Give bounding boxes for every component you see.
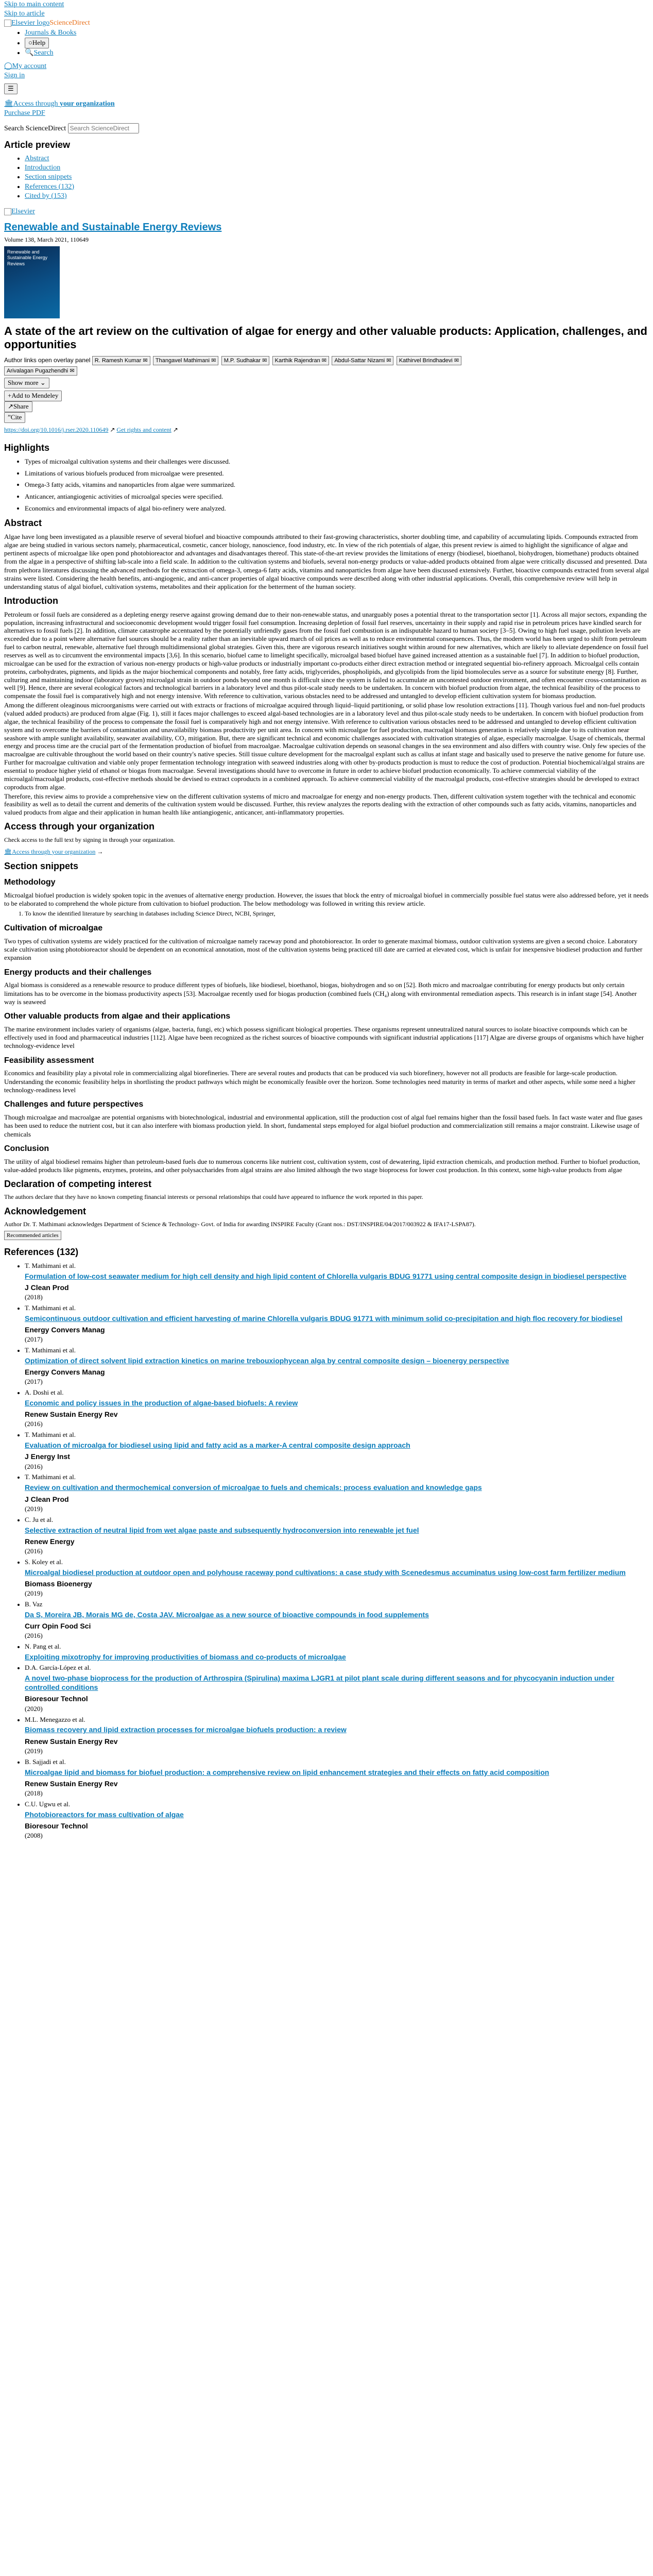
author-links-label: Author links open overlay panel — [4, 356, 91, 364]
plus-icon: + — [8, 392, 12, 400]
quote-icon: ” — [8, 413, 11, 421]
reference-item: • S. Koley et al. Microalgal biodiesel production at outdoor open and polyhouse raceway pond cultivations: a case study with Scenedesmus accuminatus using low-cost farm fertilizer medium Biomass Bioenergy (2019) — [25, 1558, 649, 1598]
journal-cover[interactable] — [4, 246, 60, 318]
highlight-item: • Anticancer, antiangiogenic activities of microalgal species were specified. — [25, 493, 649, 501]
reference-item: • D.A. García-López et al. A novel two-phase bioprocess for the production of Arthrospira (Spirulina) maxima LJGR1 at pilot plant scale during different seasons and for phycocyanin induction under controlled conditions Bioresour Technol (2020) — [25, 1664, 649, 1713]
reference-title-link[interactable]: Exploiting mixotrophy for improving productivities of biomass and co-products of microalgae — [25, 1653, 346, 1661]
methodology-step: 1. To know the identified literature by searching in databases including Science Direct, NCBI, Springer, — [25, 910, 649, 918]
reference-title-link[interactable]: Microalgal biodiesel production at outdoor open and polyhouse raceway pond cultivations: a case study with Scenedesmus accuminatus using low-cost farm fertilizer medium — [25, 1568, 626, 1577]
introduction-heading: Introduction — [4, 596, 58, 606]
access-org-link[interactable]: 🏛Access through your organization — [4, 848, 96, 856]
access-heading: Access through your organization — [4, 821, 155, 832]
highlight-item: • Limitations of various biofuels produced from microalgae were presented. — [25, 469, 649, 478]
share-button[interactable]: ↗Share — [4, 401, 32, 412]
doi-link[interactable]: https://doi.org/10.1016/j.rser.2020.110649 — [4, 426, 109, 433]
snippet-title: Energy products and their challenges — [4, 968, 152, 977]
add-mendeley-button[interactable]: +Add to Mendeley — [4, 391, 62, 401]
snippet-title: Other valuable products from algae and their applications — [4, 1012, 231, 1021]
snippet-text: The marine environment includes variety of organisms (algae, bacteria, fungi, etc) which possess significant biological properties. These organisms represent unneutralized natural sources to isolate bioactive compounds which can be effectively used in food and pharmaceutical industries [112]. Algae have been recognized as the richest sources of bioactive compounds with significant industrial applications [117] Algae are diverse groups of organisms which have higher technology-evidence level — [4, 1025, 644, 1050]
institution-icon: 🏛 — [4, 848, 12, 856]
reference-title-link[interactable]: Review on cultivation and thermochemical conversion of microalgae to fuels and chemicals: process evaluation and knowledge gaps — [25, 1483, 482, 1492]
share-icon: ↗ — [8, 402, 13, 410]
reference-item: • A. Doshi et al. Economic and policy issues in the production of algae-based biofuels: A review Renew Sustain Energy Rev (2016) — [25, 1388, 649, 1429]
snippet-text: Microalgal biofuel production is widely spoken topic in the avenues of alternative energy production. However, the issues that block the entry of microalgal biofuel in commercially possible fuel status were also addressed before, yet it needs to be elaborated to comprehend the whole picture from cultivation to biofuel production. The below methodology was followed in writing this review article. — [4, 891, 649, 908]
reference-title-link[interactable]: Photobioreactors for mass cultivation of algae — [25, 1810, 184, 1819]
envelope-icon: ✉ — [321, 357, 326, 364]
preview-item-introduction[interactable]: Introduction — [25, 164, 61, 172]
reference-item: • T. Mathimani et al. Evaluation of microalga for biodiesel using lipid and fatty acid as a marker-A central composite design approach J Energy Inst (2016) — [25, 1431, 649, 1471]
highlight-item: • Economics and environmental impacts of algal bio-refinery were analyzed. — [25, 504, 649, 513]
highlight-item: • Omega-3 fatty acids, vitamins and nanoparticles from algae were summarized. — [25, 481, 649, 489]
purchase-pdf-link[interactable]: Purchase PDF — [4, 109, 45, 117]
reference-title-link[interactable]: Economic and policy issues in the production of algae-based biofuels: A review — [25, 1399, 298, 1408]
elsevier-link[interactable]: Elsevier — [4, 208, 35, 215]
declaration-heading: Declaration of competing interest — [4, 1179, 152, 1190]
acknowledgement-text: Author Dr. T. Mathimani acknowledges Department of Science & Technology- Govt. of India for awarding INSPIRE Faculty (Grant nos.: DST/INSPIRE/04/2017/003922 & IFA17-LSPA87). — [4, 1221, 476, 1228]
author-button[interactable]: Arivalagan Pugazhendhi ✉ — [4, 366, 77, 376]
abstract-text: Algae have long been investigated as a plausible reserve of several biofuel and bioactive compounds attributed to their fast-growing characteristics, shorter doubling time, and capability of accumulating lipids. Compounds extracted from algae are being studied in various sectors namely, pharmaceutical, cosmetic, cancer biology, nanoscience, food industry, etc. In view of the rich potentials of algae, this present review is aimed to highlight the significance of algae and pertinent aspects of microalgae like open pond photobioreactor and advantages and disadvantages thereof. This state-of-the-art review provides the limitations of energy (biodiesel, bioethanol, biohydrogen, biomethane) products obtained from the algae in a perspective of shifting lab-scale into a field scale. In addition to the cultivation systems and biofuels, several non-energy products or value-added products obtained from algae were critically discussed and presented. Data from plethora literatures discussing the advanced methods for the extraction of omega-3, omega-6 fatty acids, vitamins and nanoparticles from algae have been discussed extensively. Further, bioactive compounds extracted from several algal strains were listed. Considering the health benefits, anti-angiogenic, and anti-cancer properties of algal bioactive compounds were described along with other industrial applications. Overall, this comprehensive review will help in understanding status of algal biofuel, cultivation systems, metabolites and their application for the betterment of the human society. — [4, 532, 649, 591]
external-link-icon: ↗ — [173, 426, 178, 433]
institution-icon: 🏛 — [4, 100, 13, 108]
reference-item: • C.U. Ugwu et al. Photobioreactors for mass cultivation of algae Bioresour Technol (2008) — [25, 1800, 649, 1840]
envelope-icon: ✉ — [211, 357, 216, 364]
show-more-button[interactable]: Show more ⌄ — [4, 378, 49, 388]
access-desc: Check access to the full text by signing in through your organization. — [4, 836, 175, 843]
recommended-articles-button[interactable]: Recommended articles — [4, 1231, 61, 1240]
acknowledgement-heading: Acknowledgement — [4, 1206, 87, 1217]
author-button[interactable]: R. Ramesh Kumar ✉ — [92, 356, 150, 365]
arrow-right-icon: → — [97, 848, 104, 856]
reference-item: • T. Mathimani et al. Optimization of direct solvent lipid extraction kinetics on marine trebouxiophycean alga by central composite design – bioenergy perspective Energy Convers Manag (2017) — [25, 1346, 649, 1386]
journal-title[interactable]: Renewable and Sustainable Energy Reviews — [4, 222, 222, 233]
preview-item-references[interactable]: References (132) — [25, 182, 75, 191]
account-icon: ◯ — [4, 62, 12, 70]
snippet-title: Feasibility assessment — [4, 1056, 94, 1065]
article-title: A state of the art review on the cultivation of algae for energy and other valuable products: Application, challenges, and opportunities — [4, 324, 647, 351]
sign-in-link[interactable]: Sign in — [4, 72, 25, 80]
snippet-text: Though microalgae and macroalgae are potential organisms with biotechnological, industrial and environmental application, still the production cost of algal fuel remains higher than the fossil based fuels. In fact waste water and flue gases has been used to reduce the nutrient cost, but it can also interfere with biomass production yield. In short, fundamental steps employed for algal biofuel production and commercialization still remains a major constraint. Likewise usage of chemicals — [4, 1113, 643, 1138]
snippet-text: Two types of cultivation systems are widely practiced for the cultivation of microalgae namely raceway pond and photobioreactor. In order to generate maximal biomass, outdoor cultivation systems are given a second choice. Laboratory scale cultivation using photobioreactor should be dependent on an economical annotation, most of the cultivation systems being practiced till date are carried at elevated cost, which is unfair for inexpensive biodiesel production and further expansion — [4, 937, 643, 962]
snippets-section — [4, 860, 649, 1174]
search-button[interactable]: 🔍Search — [25, 48, 54, 57]
preview-heading: Article preview — [4, 139, 71, 150]
reference-title-link[interactable]: Evaluation of microalga for biodiesel using lipid and fatty acid as a marker-A central composite design approach — [25, 1441, 410, 1450]
elsevier-logo-link[interactable]: Elsevier logo — [4, 19, 49, 27]
search-label: Search ScienceDirect — [4, 125, 66, 133]
references-list — [4, 1262, 649, 1840]
snippet-title: Methodology — [4, 878, 56, 887]
snippet-title: Challenges and future perspectives — [4, 1100, 144, 1109]
preview-list — [4, 154, 649, 201]
reference-title-link[interactable]: Biomass recovery and lipid extraction processes for microalgae biofuels production: a review — [25, 1725, 347, 1734]
reference-title-link[interactable]: Microalgae lipid and biomass for biofuel production: a comprehensive review on lipid enhancement strategies and their effects on fatty acid composition — [25, 1768, 549, 1776]
abstract-section — [4, 517, 649, 591]
snippets-heading: Section snippets — [4, 860, 79, 871]
author-button[interactable]: Thangavel Mathimani ✉ — [153, 356, 218, 365]
top-links — [4, 0, 649, 134]
author-button[interactable]: M.P. Sudhakar ✉ — [221, 356, 270, 365]
reference-item: • M.L. Menegazzo et al. Biomass recovery and lipid extraction processes for microalgae biofuels production: a review Renew Sustain Energy Rev (2019) — [25, 1716, 649, 1756]
reference-title-link[interactable]: Formulation of low-cost seawater medium for high cell density and high lipid content of Chlorella vulgaris BDUG 91771 using central composite design in biodiesel perspective — [25, 1272, 627, 1280]
sciencedirect-logo: ScienceDirect — [49, 19, 90, 27]
abstract-heading: Abstract — [4, 518, 42, 529]
references-heading: References (132) — [4, 1247, 79, 1258]
menu-button[interactable]: ☰ — [4, 83, 18, 94]
preview-item-cited-by[interactable]: Cited by (153) — [25, 192, 67, 200]
envelope-icon: ✉ — [143, 357, 148, 364]
help-button[interactable]: ○Help — [25, 38, 49, 48]
preview-item-snippets[interactable]: Section snippets — [25, 173, 72, 181]
reference-title-link[interactable]: Da S, Moreira JB, Morais MG de, Costa JAV. Microalgae as a new source of bioactive compounds in food supplements — [25, 1610, 429, 1619]
author-button[interactable]: Karthik Rajendran ✉ — [272, 356, 329, 365]
skip-to-article-link[interactable]: Skip to article — [4, 10, 45, 18]
introduction-paragraph: Therefore, this review aims to provide a comprehensive view on the different cultivation systems of micro and macroalgae for energy and non-energy products. Then, different cultivation system together with the technical and economic feasibility as well as to detail the current and demerits of the cultivation system would be discussed. Further, this review analyzes the reports dealing with the extraction of other compounds such as fatty acids, vitamins, nanoparticles and valued products from algae and their application in human health like antiangiogenic, anticancer, anti-inflammatory properties. — [4, 792, 637, 817]
journal-cover-text: Renewable and Sustainable Energy Reviews — [7, 249, 48, 267]
reference-item: • B. Sajjadi et al. Microalgae lipid and biomass for biofuel production: a comprehensive review on lipid enhancement strategies and their effects on fatty acid composition Renew Sustain Energy Rev (2018) — [25, 1758, 649, 1798]
snippet-text: The utility of algal biodiesel remains higher than petroleum-based fuels due to numerous concerns like nutrient cost, cultivation system, cost of dewatering, lipid extraction chemicals, and production method. Further to biofuel production, value-added products like pigments, enzymes, proteins, and other polysaccharides from algal strains are also limited although the two stage bioprocess for lower cost production. In this context, some high-value products from algae — [4, 1157, 641, 1174]
nav-journals-books[interactable]: Journals & Books — [25, 28, 77, 37]
snippet-text: Algal biomass is considered as a renewable resource to produce different types of biofuels, like biodiesel, bioethanol, biogas, biohydrogen and so on [52]. Both micro and macroalgae contributing for energy products but only certain limitations has to be overcome in the biomass productivity aspects [53]. Macroalgae recently used for biogas production (combined fuels (CH₄) along with environmental remediation aspects. This research is in infant stage [54]. Another way is seaweed — [4, 981, 637, 1006]
reference-title-link[interactable]: A novel two-phase bioprocess for the production of Arthrospira (Spirulina) maxima LJGR1 at pilot plant scale during different seasons and for phycocyanin induction under controlled conditions — [25, 1674, 614, 1692]
access-through-org-link[interactable]: 🏛Access through your organization — [4, 100, 115, 108]
elsevier-image-icon — [4, 208, 11, 215]
preview-item-abstract[interactable]: Abstract — [25, 155, 49, 163]
highlights-list — [4, 457, 649, 513]
introduction-paragraph: Among the different oleaginous microorganisms were carried out with extracts or fractions of microalgae acquired through liquid–liquid partitioning, or solid phase low resolution extractions [11]. Though various fuel and non-fuel products (valued added products) are produced from algae (Fig. 1), still it faces major challenges to exceed algal-based technologies are in a laboratory level and thus pilot-scale study needs to be undertaken. In concern with biofuel production from algae, the technical feasibility of the process to compensate the fossil fuel is comparatively high and not energy intensive. With reference to cultivation various obstacles need to be addressed and untangled to develop efficient cultivation system and to overcome the barriers of contamination and unavailability biomass productivity per unit area. In concern with microalgae for fuel production, macroalgal biomass generation is relatively simple due to its cultivation near seashore with ample sunlight availability, seawater availability, CO₂ mitigation. But, there are significant technical and economic challenges associated with cultivation strategies of algae, especially macroalgae. Usage of chemicals, thermal energy and process time are the crucial part of the fermentation production of biofuel from macroalgae. Macroalgae cultivation depends on seasonal changes in the sea environment and also differs with country wise. Only few species of the macroalgae are cultivable throughout the world based on their country's native species. Still tissue culture development for the macroalgal explant such as callus at infant stage and basically used to preserve the native genome for future use. Further for macroalgae cultivation and viable only proper fermentation technology integration with seaweed industries along with other by-products production is must to reduce the cost of production. Potential biochemical/algal strains are essential to produce higher yield of ethanol or biogas from macroalgae. Several investigations should have to overcome in future in order to achieve biofuel production economically. To achieve commercial viability of the microalgal/macroalgal products, cost-effective methods should be devised to extract coproducts in a combined approach. To achieve commercial viability of the macroalgal products, cost-effective strategies should be developed to extract coproducts from algae. — [4, 701, 646, 791]
elsevier-logo-icon — [4, 20, 11, 27]
author-button[interactable]: Kathirvel Brindhadevi ✉ — [397, 356, 461, 365]
search-input[interactable] — [68, 123, 139, 133]
highlights-heading: Highlights — [4, 443, 49, 453]
declaration-text: The authors declare that they have no known competing financial interests or personal relationships that could have appeared to influence the work reported in this paper. — [4, 1193, 423, 1201]
author-button[interactable]: Abdul-Sattar Nizami ✉ — [332, 356, 393, 365]
snippet-title: Conclusion — [4, 1144, 49, 1153]
reference-item: • T. Mathimani et al. Semicontinuous outdoor cultivation and efficient harvesting of marine Chlorella vulgaris BDUG 91771 with minimum solid co-precipitation and high floc recovery for biodiesel Energy Convers Manag (2017) — [25, 1304, 649, 1344]
introduction-section — [4, 595, 649, 817]
skip-to-main-link[interactable]: Skip to main content — [4, 1, 64, 8]
envelope-icon: ✉ — [454, 357, 459, 364]
reference-item: • C. Ju et al. Selective extraction of neutral lipid from wet algae paste and subsequently hydroconversion into renewable jet fuel Renew Energy (2016) — [25, 1516, 649, 1556]
snippet-title: Cultivation of microalgae — [4, 924, 103, 933]
rights-link[interactable]: Get rights and content — [116, 426, 171, 433]
introduction-paragraph: Petroleum or fossil fuels are considered as a depleting energy reserve against growing demand due to their non-renewable status, and unarguably poses a potential threat to the transportation sector [1]. Across all major sectors, expanding the population, increasing infrastructural and socioeconomic development would trigger fossil fuel consumption. Increasing depletion of fossil fuel reserves, uncertainty in their supply and rapid rise in petroleum prices have kindled search for alternatives to fossil fuels [2]. In addition, climate catastrophe accentuated by the potentially unfriendly gases from the fossil fuel combustion is an indisputable hazard to human society [3–5]. Owing to high fuel usage, pollution levels are exceeded due to a point where alternative fuel sources should be a reality rather than an inevitable upward march of oil prices as well as to reduce environmental consequences. Thus, the modern world has been urged to shift from petroleum fuel to carbon neutral, renewable, alternative fuel through multidimensional global strategies. Given this, there are vigorous research initiatives sought within around for new alternatives, which are likely to alleviate dependence on fossil fuel reserves as well as to circumvent the environmental impacts [3,6]. In this scenario, biofuel came to limelight specifically, microalgal based biofuel have gained increased attention as a sustainable fuel [7]. In addition to biofuel production, microalgae can be used for the extraction of various non-energy products or high-value products or industrially important co-products either direct extraction method or integrated sequential bio-refinery approach. Microalgal cells contain proteins, carbohydrates, pigments, and lipids as the major biochemical components and notably, free fatty acids, triglycerides, phospholipids, and glycolipids from the lipid biomolecules serve as a source for substitute energy [8]. Further, culturing and maintaining indoor (laboratory grown) microalgal strain in outdoor ponds beyond one month is difficult since the system is failed to accumulate an uncontested outdoor environment, and often encounter cross-contamination as well [9]. Hence, there are several ecological factors and technological barriers in a laboratory level and thus pilot-scale study needs to be undertaken. In concern with biofuel production from algae, the technical feasibility of the process to compensate the fossil fuel is comparatively high and not energy intensive. With reference to cultivation, various obstacles need to be addressed and untangled to develop efficient cultivation system for biomass production. — [4, 610, 648, 700]
reference-item: • T. Mathimani et al. Formulation of low-cost seawater medium for high cell density and high lipid content of Chlorella vulgaris BDUG 91771 using central composite design in biodiesel perspective J Clean Prod (2018) — [25, 1262, 649, 1302]
reference-item: • B. Vaz Da S, Moreira JB, Morais MG de, Costa JAV. Microalgae as a new source of bioactive compounds in food supplements Curr Opin Food Sci (2016) — [25, 1600, 649, 1640]
chevron-down-icon: ⌄ — [40, 379, 46, 387]
highlight-item: • Types of microalgal cultivation systems and their challenges were discussed. — [25, 457, 649, 466]
envelope-icon: ✉ — [262, 357, 267, 364]
cite-button[interactable]: ”Cite — [4, 412, 25, 423]
external-link-icon: ↗ — [110, 426, 115, 433]
journal-volume: Volume 138, March 2021, 110649 — [4, 236, 89, 244]
reference-title-link[interactable]: Selective extraction of neutral lipid from wet algae paste and subsequently hydroconversion into renewable jet fuel — [25, 1526, 419, 1534]
envelope-icon: ✉ — [70, 367, 75, 374]
my-account-link[interactable]: ◯My account — [4, 62, 47, 70]
reference-item: • T. Mathimani et al. Review on cultivation and thermochemical conversion of microalgae to fuels and chemicals: process evaluation and knowledge gaps J Clean Prod (2019) — [25, 1473, 649, 1513]
envelope-icon: ✉ — [386, 357, 391, 364]
reference-title-link[interactable]: Semicontinuous outdoor cultivation and efficient harvesting of marine Chlorella vulgaris BDUG 91771 with minimum solid co-precipitation and high floc recovery for biodiesel — [25, 1314, 623, 1323]
author-list — [4, 356, 649, 377]
snippet-text: Economics and feasibility play a pivotal role in commercializing algal biorefineries. There are several routes and products that can be produced via such biorefinery, however not all products are feasible for large-scale production. Understanding the economic feasibility helps in shortlisting the product pathways which might be economically feasible over the horizon. Some technologies need maturity in terms of market and other aspects, while some need a higher technology-readiness level — [4, 1069, 635, 1094]
reference-title-link[interactable]: Optimization of direct solvent lipid extraction kinetics on marine trebouxiophycean alga by central composite design – bioenergy perspective — [25, 1356, 509, 1365]
reference-item: • N. Pang et al. Exploiting mixotrophy for improving productivities of biomass and co-products of microalgae — [25, 1642, 649, 1662]
